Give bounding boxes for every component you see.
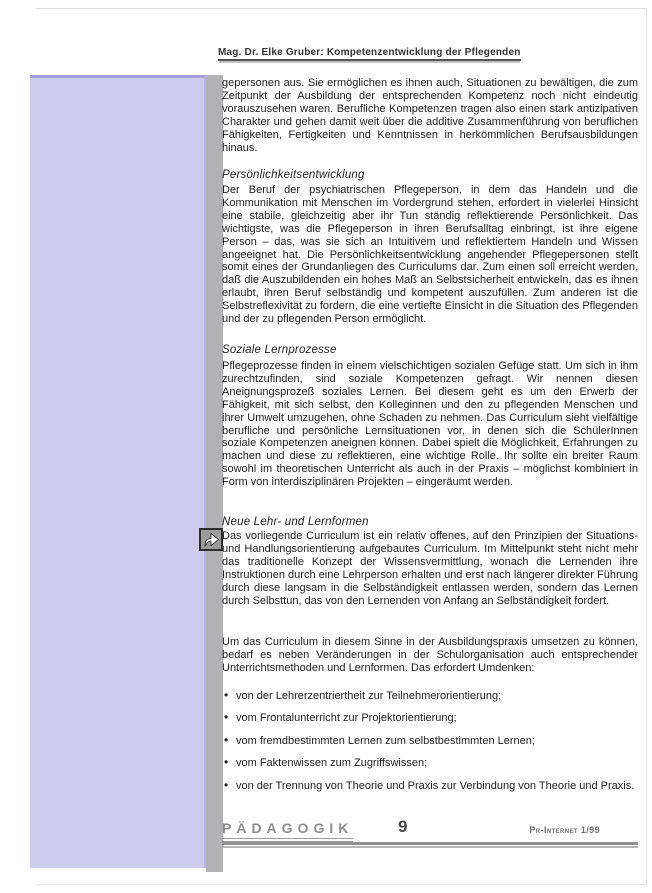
paragraph-neue-lernformen-2: Um das Curriculum in diesem Sinne in der Ausbildungspraxis umsetzen zu können, bedarf es neben Veränderungen in der Schulorganisation auch entsprechender Unterrichtsmethoden und Lernformen. Das erfordert Umdenken: [222,636,638,674]
jump-arrow-icon [199,528,223,551]
section-heading-neue-lehr-und-lernformen: Neue Lehr- und Lernformen [222,516,369,528]
bullet-item: • vom fremdbestimmten Lernen zum selbstbestimmten Lernen; [222,735,638,748]
sidebar-accent-bar [30,75,206,868]
paragraph-persoenlichkeitsentwicklung: Der Beruf der psychiatrischen Pflegeperson, in dem das Handeln und die Kommunikation mit Menschen im Vordergrund stehen, erfordert in vielerlei Hinsicht eine stabile, gleichzeitig aber ihr Tun ständig reflektierende Persönlichkeit. Das wichtigste, was die Pflegeperson in ihren Berufsalltag einbringt, ist ihre eigene Person – das, was sie sich an Intuitivem und reflektiertem Handeln und Wissen angeeignet hat. Die Persönlichkeitsentwicklung angehender Pflegepersonen stellt somit eines der Grundanliegen des Curriculums dar. Zum einen soll erreicht werden, daß die Auszubildenden ein hohes Maß an Selbstsicherheit entwickeln, das es ihnen erlaubt, ihren Beruf selbständig und kompetent auszufüllen. Zum anderen ist die Selbstreflexivität zu fordern, die eine vertiefte Einsicht in die Situation des Pflegenden und der zu pflegenden Person ermöglicht. [222,184,638,326]
magazine-section-label: PÄDAGOGIK [222,820,353,842]
issue-label: Pr-Internet 1/99 [529,825,600,835]
article-body [222,0,638,893]
footer-rule-thick [222,842,638,845]
bullet-item: • von der Lehrerzentriertheit zur Teilnehmerorientierung; [222,690,638,703]
sidebar-shadow-strip [206,75,223,872]
bullet-item: • von der Trennung von Theorie und Praxis zur Verbindung von Theorie und Praxis. [222,780,638,793]
paragraph-neue-lernformen-1: Das vorliegende Curriculum ist ein relativ offenes, auf den Prinzipien der Situations- und Handlungsorientierung aufgebautes Curriculum. Im Mittelpunkt steht nicht mehr das traditionelle Konzept der Wissensvermittlung, wonach die Lernenden ihre Instruktionen durch eine Lehrperson erhalten und erst nach längerer direkter Führung durch diese langsam in die Selbständigkeit entlassen werden, sondern das Lernen durch Selbsttun, das von den Lernenden von Anfang an Selbständigkeit fordert. [222,530,638,607]
section-heading-persoenlichkeitsentwicklung: Persönlichkeitsentwicklung [222,169,365,181]
bullet-item: • vom Faktenwissen zum Zugriffswissen; [222,757,638,770]
section-heading-soziale-lernprozesse: Soziale Lernprozesse [222,344,337,356]
footer-rule-thin [222,846,638,848]
page-footer [222,819,638,851]
paragraph-soziale-lernprozesse: Pflegeprozesse finden in einem vielschichtigen sozialen Gefüge statt. Um sich in ihm zurechtzufinden, sind soziale Kompetenzen gefragt. Wir nennen diesen Aneignungsprozeß soziales Lernen. Bei diesem geht es um den Erwerb der Fähigkeit, mit sich selbst, den Kolleginnen und den zu pflegenden Menschen und ihrer Umwelt umzugehen, ohne Schaden zu nehmen. Das Curriculum sieht vielfältige berufliche und persönliche Lernsituationen vor, in denen sich die SchülerInnen soziale Kompetenzen aneignen können. Dabei spielt die Möglichkeit, Erfahrungen zu machen und diese zu reflektieren, eine wichtige Rolle. Ihr sollte ein breiter Raum sowohl im theoretischen Unterricht als auch in der Praxis – möglichst kombiniert in Form von interdisziplinären Projekten – eingeräumt werden. [222,360,638,489]
running-header-title: Mag. Dr. Elke Gruber: Kompetenzentwicklung der Pflegenden [218,47,521,61]
footer-rule [222,842,638,848]
scan-edge-right [646,8,647,885]
bullet-item: • vom Frontalunterricht zur Projektorientierung; [222,712,638,725]
paragraph-intro: gepersonen aus. Sie ermöglichen es ihnen auch, Situationen zu bewältigen, die zum Zeitpunkt der Ausbildung der entsprechenden Kompetenz noch nicht eindeutig vorauszusehen waren. Berufliche Kompetenzen tragen also einen stark antizipativen Charakter und gehen damit weit über die additive Zusammenführung von beruflichen Fähigkeiten, Fertigkeiten und Kenntnissen in herkömmlichen Berufsausbildungen hinaus. [222,77,638,154]
bullet-list [222,690,638,802]
page-number: 9 [398,817,408,836]
